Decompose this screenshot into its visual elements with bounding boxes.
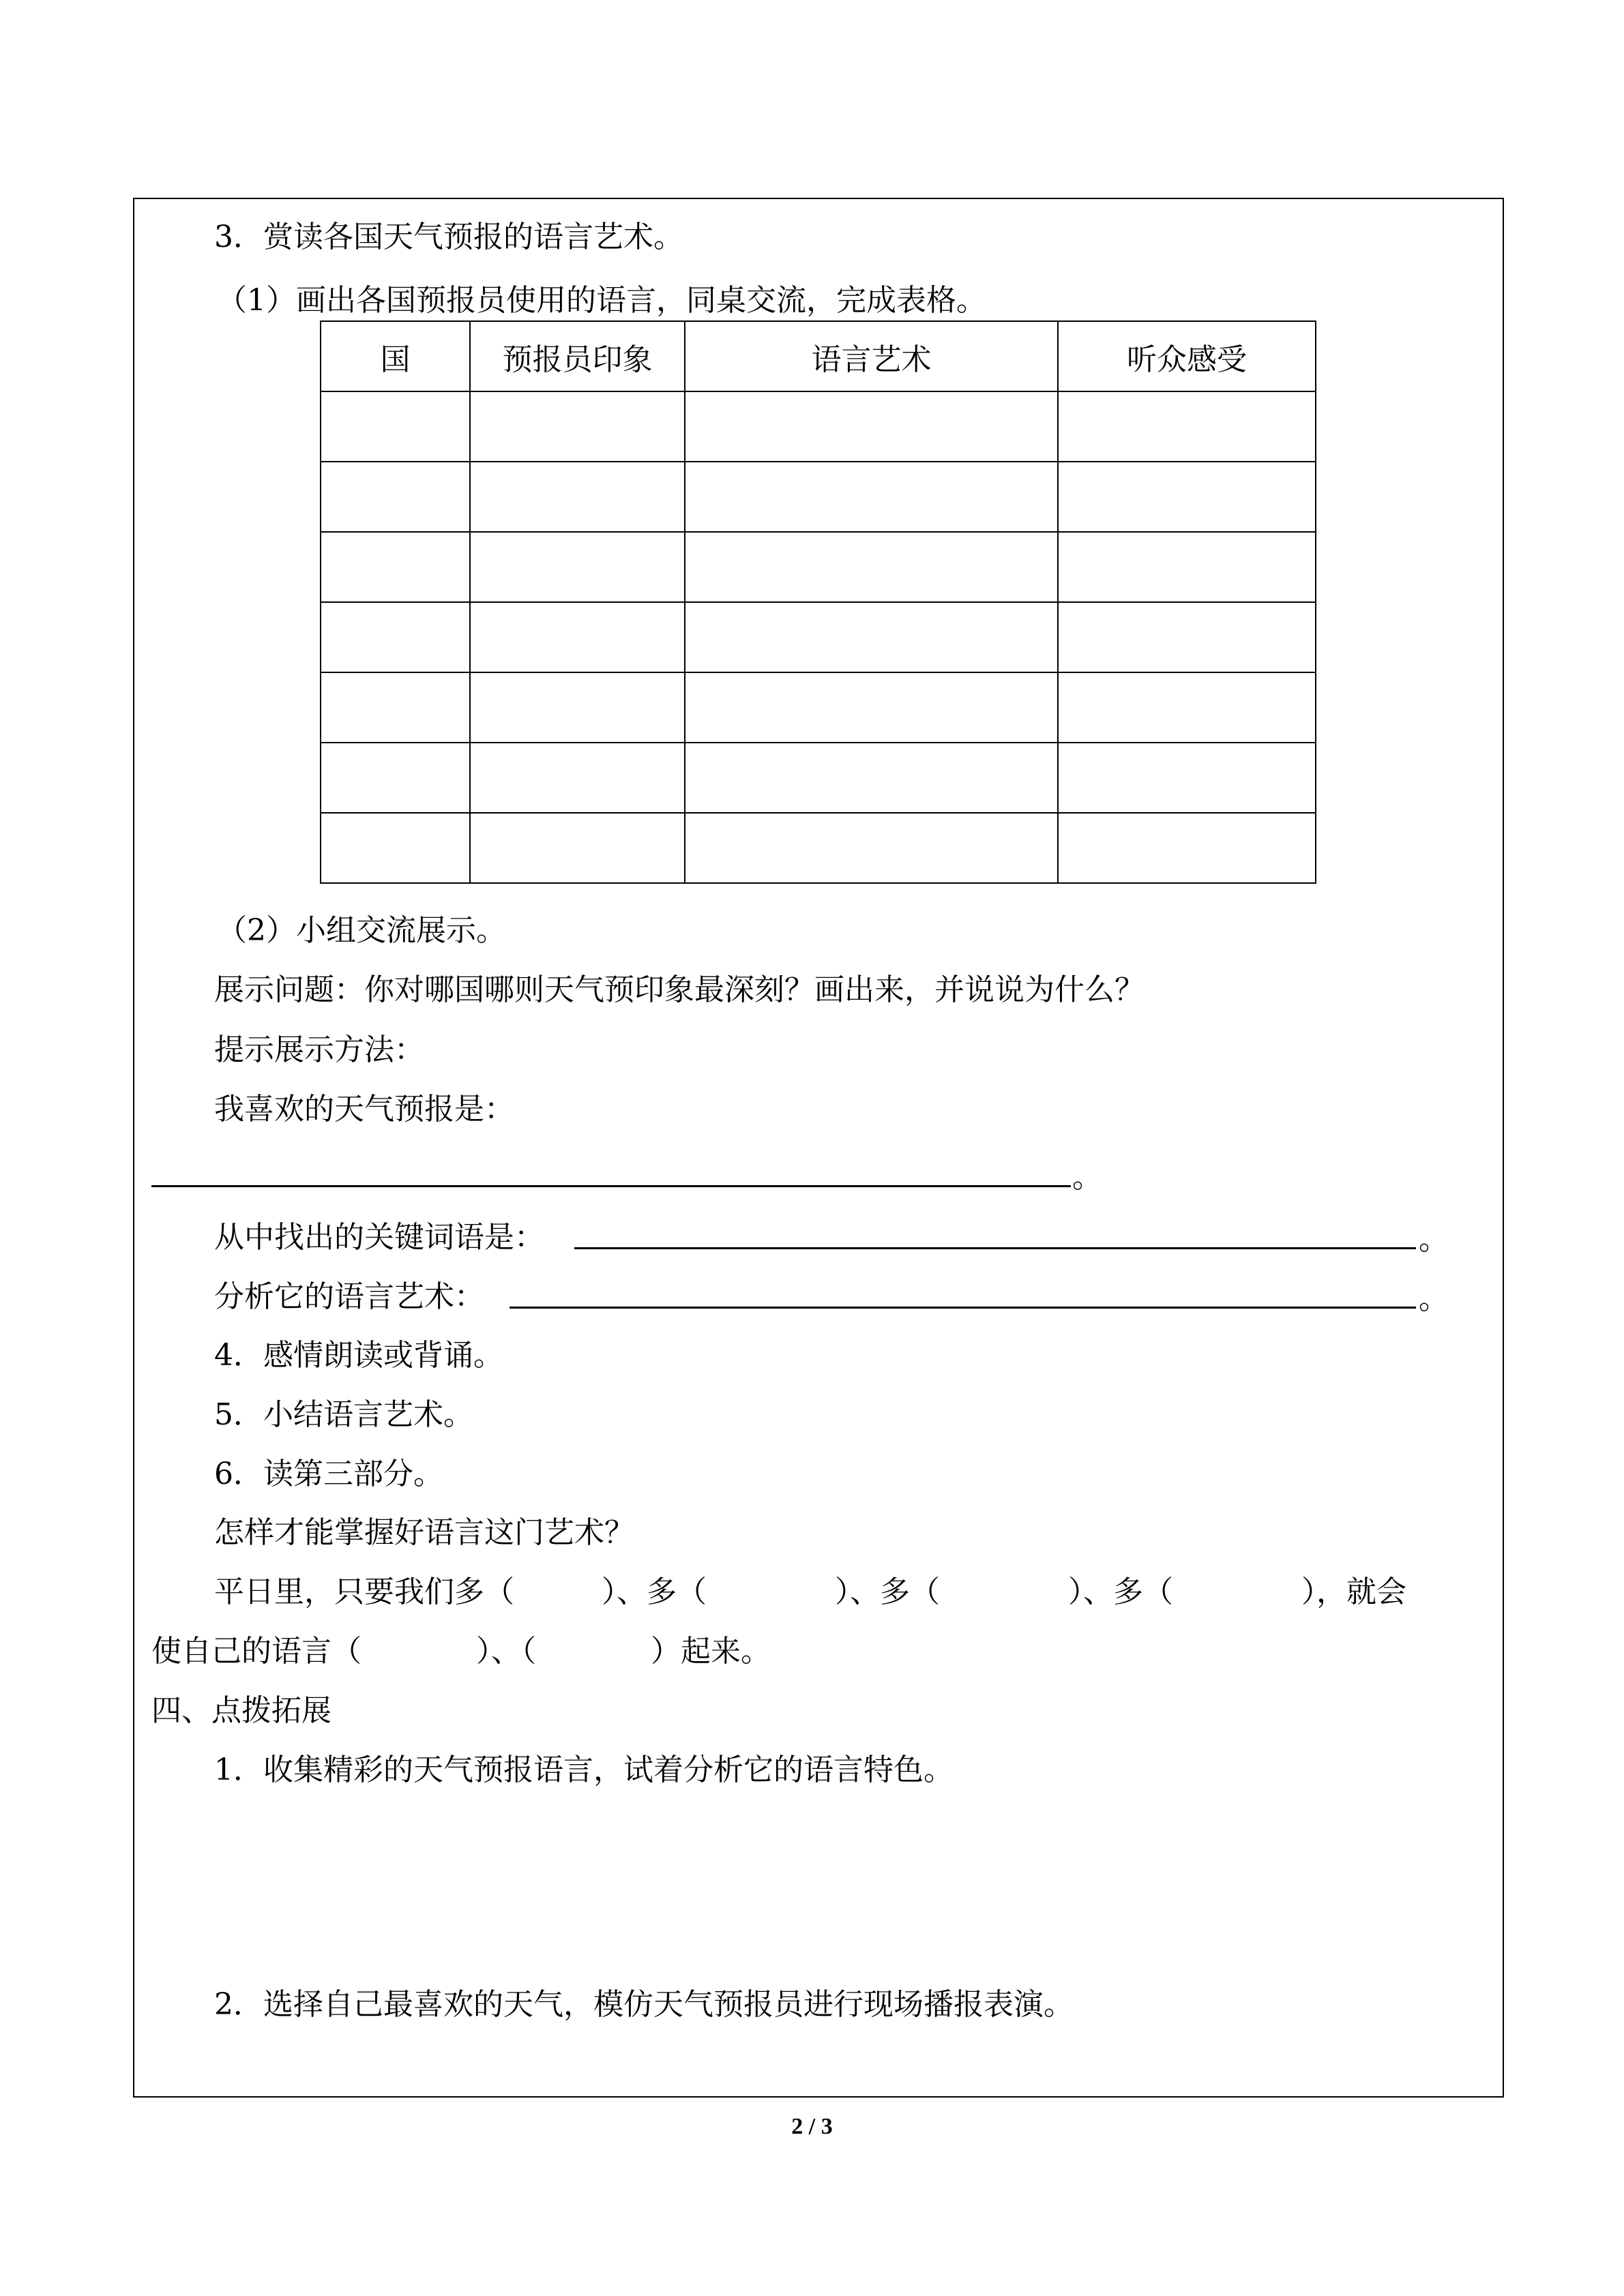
table-cell[interactable] [1058,602,1316,672]
item-6: 6．读第三部分。 [214,1457,443,1491]
table-header-forecaster-impression: 预报员印象 [470,321,685,391]
table-cell[interactable] [321,743,470,813]
fill-text: ）、（ [476,1634,536,1669]
table-cell[interactable] [685,743,1058,813]
extension-item-1: 1．收集精彩的天气预报语言，试着分析它的语言特色。 [214,1753,954,1787]
fill-in-sentence-1 [214,1572,1406,1613]
keywords-blank[interactable] [574,1247,1416,1249]
table-cell[interactable] [1058,391,1316,462]
fill-in-sentence-2 [151,1631,771,1672]
table-cell[interactable] [685,462,1058,532]
display-method: 提示展示方法： [214,1032,424,1067]
favorite-forecast-label: 我喜欢的天气预报是： [214,1092,514,1127]
fill-text: ）、多（ [602,1575,707,1609]
table-header-language-art: 语言艺术 [685,321,1058,391]
extension-item-2: 2．选择自己最喜欢的天气，模仿天气预报员进行现场播报表演。 [214,1987,1074,2022]
period-mark: 。 [1419,1281,1449,1316]
table-cell[interactable] [470,532,685,602]
favorite-forecast-blank[interactable] [151,1185,1071,1187]
keywords-label: 从中找出的关键词语是： [214,1220,544,1255]
table-row [321,743,1316,813]
item-4: 4．感情朗读或背诵。 [214,1338,503,1373]
table-cell[interactable] [470,602,685,672]
fill-text: ）、多（ [1068,1575,1173,1609]
section3-heading: 3．赏读各国天气预报的语言艺术。 [214,220,683,254]
fill-text: 使自己的语言（ [151,1634,361,1669]
page-number: 2 / 3 [791,2114,833,2139]
table-header-row [321,321,1316,391]
period-mark: 。 [1419,1222,1449,1257]
table-row [321,602,1316,672]
table-cell[interactable] [470,672,685,743]
sub1-instruction: （1）画出各国预报员使用的语言，同桌交流，完成表格。 [217,283,986,318]
table-row [321,532,1316,602]
table-cell[interactable] [1058,813,1316,883]
table-cell[interactable] [321,602,470,672]
table-cell[interactable] [321,532,470,602]
table-cell[interactable] [685,672,1058,743]
fill-text: 平日里，只要我们多（ [214,1575,514,1609]
table-cell[interactable] [1058,532,1316,602]
sub2-instruction: （2）小组交流展示。 [217,913,506,948]
table-cell[interactable] [685,391,1058,462]
table-cell[interactable] [470,462,685,532]
table-cell[interactable] [470,391,685,462]
table-cell[interactable] [1058,743,1316,813]
table-header-audience-feeling: 听众感受 [1058,321,1316,391]
table-header-country: 国 [321,321,470,391]
table-cell[interactable] [685,532,1058,602]
how-question: 怎样才能掌握好语言这门艺术？ [214,1515,634,1550]
analysis-label: 分析它的语言艺术： [214,1279,484,1314]
table-row [321,391,1316,462]
table-cell[interactable] [321,672,470,743]
table-cell[interactable] [1058,672,1316,743]
fill-text: ）起来。 [651,1634,771,1669]
table-cell[interactable] [321,813,470,883]
table-cell[interactable] [685,602,1058,672]
table-cell[interactable] [321,462,470,532]
table-cell[interactable] [1058,462,1316,532]
table-row [321,672,1316,743]
language-art-table [320,320,1316,884]
section4-heading: 四、点拨拓展 [151,1693,331,1728]
fill-text: ）、多（ [835,1575,940,1609]
table-row [321,462,1316,532]
fill-text: ），就会 [1301,1575,1406,1609]
table-cell[interactable] [470,743,685,813]
analysis-blank[interactable] [510,1307,1416,1309]
period-mark: 。 [1072,1160,1102,1195]
table-row [321,813,1316,883]
item-5: 5．小结语言艺术。 [214,1397,473,1432]
table-cell[interactable] [470,813,685,883]
table-cell[interactable] [685,813,1058,883]
table-cell[interactable] [321,391,470,462]
display-question: 展示问题：你对哪国哪则天气预印象最深刻？画出来，并说说为什么？ [214,972,1145,1007]
